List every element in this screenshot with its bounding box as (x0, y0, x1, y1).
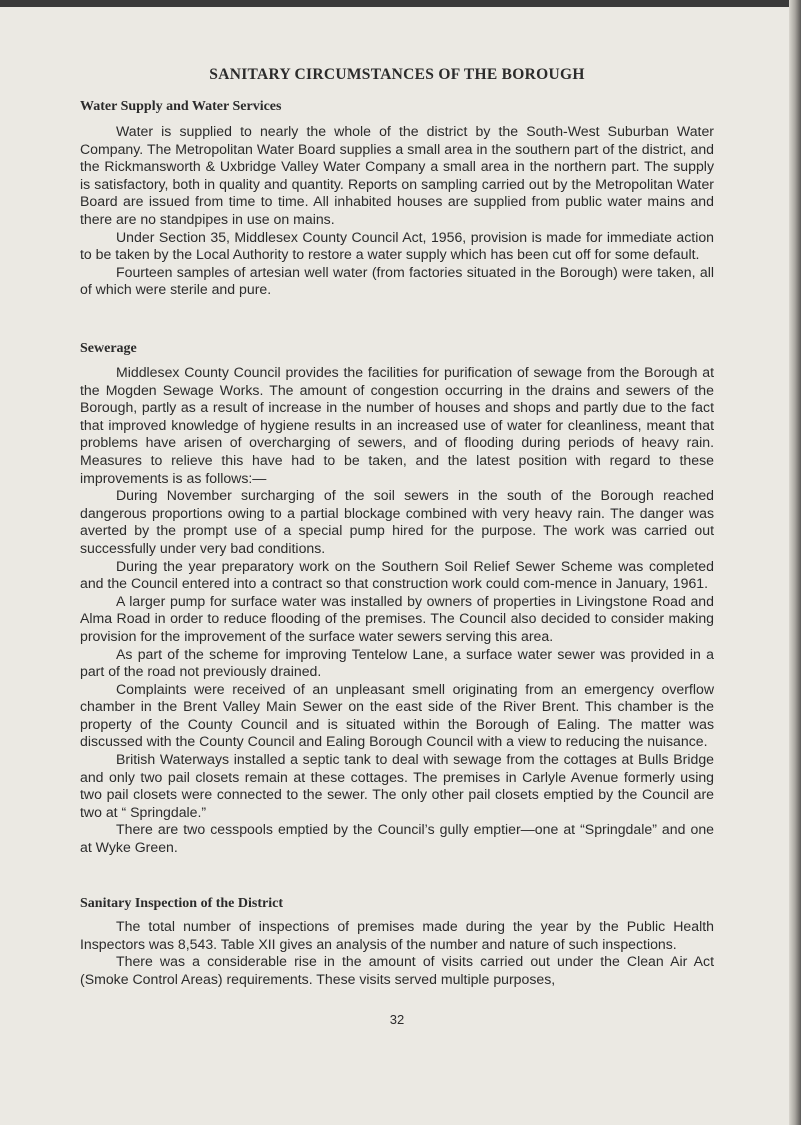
paragraph: Complaints were received of an unpleasant smell originating from an emergency overflow chamber in the Brent Valley Main Sewer on the east side of the River Brent. This chamber is the property of the County Council and is situated within the Borough of Ealing. The matter was discussed with the County Council and Ealing Borough Council with a view to reducing the nuisance. (80, 680, 714, 750)
paragraph: There was a considerable rise in the amount of visits carried out under the Clean Air Act (Smoke Control Areas) requirements. These visits served multiple purposes, (80, 953, 714, 987)
paragraph: There are two cesspools emptied by the Council’s gully emptier—one at “Springdale” and one at Wyke Green. (80, 821, 714, 856)
section-sewerage (80, 364, 714, 857)
paragraph: British Waterways installed a septic tank to deal with sewage from the cottages at Bulls Bridge and only two pail closets remain at these cottages. The premises in Carlyle Avenue formerly using two pail closets were connected to the sewer. The only other pail closets emptied by the Council are two at “ Springdale.” (80, 751, 714, 820)
paragraph: During the year preparatory work on the Southern Soil Relief Sewer Scheme was completed and the Council entered into a contract so that construction work could com-mence in January, 1961. (80, 557, 714, 592)
page-title: SANITARY CIRCUMSTANCES OF THE BOROUGH (209, 66, 585, 83)
section-sanitary-inspection (80, 918, 714, 988)
paragraph: During November surcharging of the soil sewers in the south of the Borough reached dangerous proportions owing to a partial blockage combined with very heavy rain. The danger was averted by the prompt use of a special pump hired for the purpose. The work was carried out successfully under very bad conditions. (80, 487, 714, 556)
paragraph: Under Section 35, Middlesex County Council Act, 1956, provision is made for immediate action to be taken by the Local Authority to restore a water supply which has been cut off for some default. (80, 228, 714, 263)
paragraph: As part of the scheme for improving Tentelow Lane, a surface water sewer was provided in a part of the road not previously drained. (80, 645, 714, 680)
section-heading-water-supply: Water Supply and Water Services (80, 99, 282, 114)
paragraph: Fourteen samples of artesian well water (from factories situated in the Borough) were taken, all of which were sterile and pure. (80, 263, 714, 298)
paragraph: A larger pump for surface water was installed by owners of properties in Livingstone Road and Alma Road in order to reduce flooding of the premises. The Council also decided to consider making provision for the improvement of the surface water sewers serving this area. (80, 592, 714, 644)
scan-right-edge (789, 0, 801, 1125)
section-water-supply (80, 123, 714, 299)
section-heading-sewerage: Sewerage (80, 341, 137, 356)
page-number: 32 (389, 1012, 405, 1027)
scan-top-edge (0, 0, 801, 7)
section-heading-sanitary-inspection: Sanitary Inspection of the District (80, 896, 283, 911)
paragraph: Middlesex County Council provides the facilities for purification of sewage from the Borough at the Mogden Sewage Works. The amount of congestion occurring in the drains and sewers of the Borough, partly as a result of increase in the number of houses and shops and partly due to the fact that improved knowledge of hygiene results in an increased use of water for cleanliness, meant that problems have arisen of overcharging of sewers, and of flooding during periods of heavy rain. Measures to relieve this have had to be taken, and the latest position with regard to these improvements is as follows:— (80, 364, 714, 486)
paragraph: Water is supplied to nearly the whole of the district by the South-West Suburban Water Company. The Metropolitan Water Board supplies a small area in the southern part of the district, and the Rickmansworth & Uxbridge Valley Water Company a small area in the northern part. The supply is satisfactory, both in quality and quantity. Reports on sampling carried out by the Metropolitan Water Board are issued from time to time. All inhabited houses are supplied from public water mains and there are no standpipes in use on mains. (80, 123, 714, 227)
paragraph: The total number of inspections of premises made during the year by the Public Health Inspectors was 8,543. Table XII gives an analysis of the number and nature of such inspections. (80, 918, 714, 952)
